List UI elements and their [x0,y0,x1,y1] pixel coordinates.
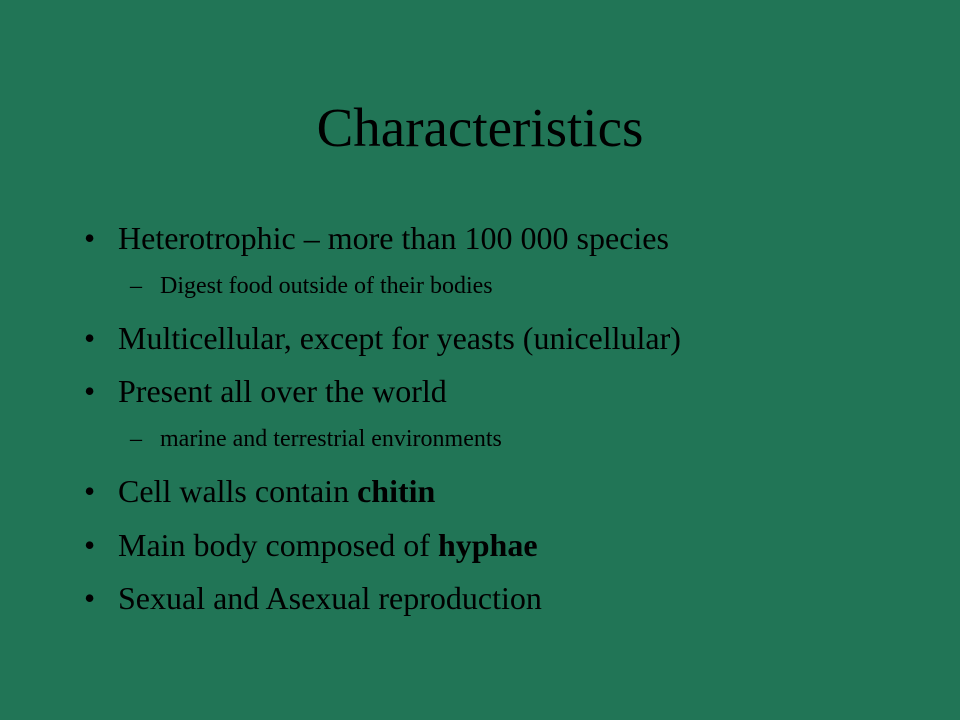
sub-bullet-marker: – [130,426,142,452]
sub-bullet-item [130,271,650,301]
bullet-text: Present all over the world [118,373,447,409]
bullet-text [118,525,538,565]
bullet-item [84,471,804,511]
sub-bullet-text: Digest food outside of their bodies [160,273,493,299]
bullet-text [118,471,435,511]
sub-bullet-marker: – [130,273,142,299]
bullet-text: Heterotrophic – more than 100 000 species [118,220,669,256]
sub-bullet-item [130,424,650,454]
slide-title: Characteristics [316,97,644,158]
bullet-text-emphasis: chitin [357,473,436,509]
bullet-marker: • [84,473,96,509]
bullet-item [84,371,804,411]
bullet-text-plain: Cell walls contain [118,473,358,509]
bullet-marker: • [84,373,96,409]
bullet-text: Sexual and Asexual reproduction [118,580,542,616]
bullet-marker: • [84,220,96,256]
bullet-marker: • [84,320,96,356]
bullet-marker: • [84,580,96,616]
bullet-text: Multicellular, except for yeasts (unicellular) [118,320,681,356]
bullet-text-emphasis: hyphae [437,527,538,563]
bullet-item [84,525,804,565]
bullet-item [84,578,804,618]
bullet-text-plain: Main body composed of [118,527,438,563]
bullet-marker: • [84,527,96,563]
sub-bullet-text: marine and terrestrial environments [160,426,502,452]
bullet-item [84,318,804,358]
bullet-item [84,218,804,258]
